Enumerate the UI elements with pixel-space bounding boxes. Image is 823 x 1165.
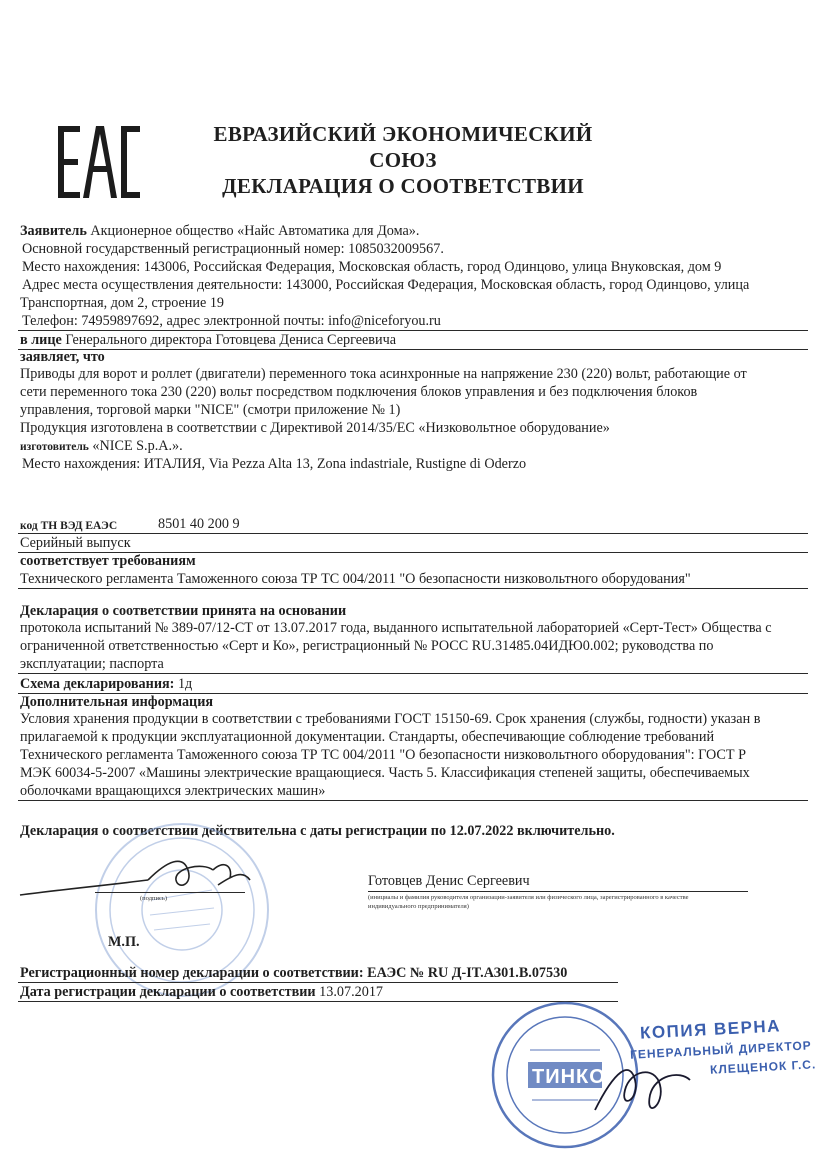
- copy-stamp-line-3: КЛЕЩЕНОК Г.С.: [709, 1057, 817, 1077]
- additional-line-5: оболочками вращающихся электрических машин»: [20, 783, 326, 799]
- conforms-text: Технического регламента Таможенного союза ТР ТС 004/2011 "О безопасности низковольтного оборудования": [20, 571, 691, 587]
- name-caption-2: индивидуального предпринимателя): [368, 903, 469, 910]
- maker-label: изготовитель: [20, 441, 89, 453]
- rule: [18, 349, 808, 350]
- basis-label: Декларация о соответствии принята на основании: [20, 603, 347, 619]
- registration-date: 13.07.2017: [319, 984, 384, 1000]
- applicant-line: [20, 223, 419, 240]
- scheme-line: [20, 676, 192, 693]
- rule: [18, 673, 808, 674]
- director-signature-icon: [585, 1050, 705, 1130]
- applicant-location: Место нахождения: 143006, Российская Федерация, Московская область, город Одинцово, улица Внуковская, дом 9: [22, 259, 722, 275]
- applicant-reg: Основной государственный регистрационный номер: 1085032009567.: [22, 241, 444, 257]
- declares-line-3: управления, торговой марки "NICE" (смотри приложение № 1): [20, 402, 401, 418]
- scheme-value: 1д: [177, 676, 193, 692]
- applicant-label: Заявитель: [20, 223, 87, 239]
- rule: [18, 330, 808, 331]
- eac-logo: [58, 126, 140, 198]
- additional-line-4: МЭК 60034-5-2007 «Машины электрические вращающиеся. Часть 5. Классификация степеней защиты, обеспечиваемых: [20, 765, 750, 781]
- registration-number-line: [20, 965, 567, 982]
- maker-location: Место нахождения: ИТАЛИЯ, Via Pezza Alta 13, Zona indastriale, Rustigne di Oderzo: [22, 456, 527, 472]
- basis-line-3: эксплуатации; паспорта: [20, 656, 164, 672]
- sign-caption: (подпись): [140, 895, 167, 902]
- mp-label: М.П.: [108, 934, 140, 950]
- registration-number-label: Регистрационный номер декларации о соответствии:: [20, 965, 364, 981]
- additional-line-1: Условия хранения продукции в соответствии с требованиями ГОСТ 15150-69. Срок хранения (службы, годности) указан в: [20, 711, 761, 727]
- signer-name: Готовцев Денис Сергеевич: [368, 873, 530, 889]
- applicant-name: Акционерное общество «Найс Автоматика для Дома».: [90, 223, 420, 239]
- title-line3: ДЕКЛАРАЦИЯ О СООТВЕТСТВИИ: [222, 174, 584, 198]
- validity-text: Декларация о соответствии действительна с даты регистрации по 12.07.2022 включительно.: [20, 823, 615, 839]
- registration-date-label: Дата регистрации декларации о соответствии: [20, 984, 316, 1000]
- copy-stamp-line-2: ГЕНЕРАЛЬНЫЙ ДИРЕКТОР: [629, 1038, 813, 1062]
- declares-line-1: Приводы для ворот и роллет (двигатели) переменного тока асинхронные на напряжение 230 (220) вольт, работающие от: [20, 366, 747, 382]
- applicant-activity-1: Адрес места осуществления деятельности: 143000, Российская Федерация, Московская область, город Одинцово, улица: [22, 277, 750, 293]
- rule: [18, 533, 808, 534]
- rule: [18, 800, 808, 801]
- registration-number: ЕАЭС № RU Д-IT.АЗ01.В.07530: [367, 965, 568, 981]
- title-line1: ЕВРАЗИЙСКИЙ ЭКОНОМИЧЕСКИЙ: [213, 122, 593, 146]
- seal-brand: ТИНКО: [532, 1066, 606, 1088]
- additional-label: Дополнительная информация: [20, 694, 214, 710]
- declares-line-2: сети переменного тока 230 (220) вольт посредством подключения блоков управления и без подключения блоков: [20, 384, 698, 400]
- additional-line-3: Технического регламента Таможенного союза ТР ТС 004/2011 "О безопасности низковольтного оборудования": ГОСТ Р: [20, 747, 746, 763]
- title-line2: СОЮЗ: [369, 148, 437, 172]
- conforms-label: соответствует требованиям: [20, 553, 196, 569]
- serial-label: Серийный выпуск: [20, 535, 131, 551]
- person-label: в лице: [20, 332, 62, 348]
- maker-name: «NICE S.p.A.».: [92, 438, 183, 454]
- basis-line-1: протокола испытаний № 389-07/12-СТ от 13.07.2017 года, выданного испытательной лабораторией «Серт-Тест» Общества с: [20, 620, 772, 636]
- applicant-phone: Телефон: 74959897692, адрес электронной почты: info@niceforyou.ru: [22, 313, 441, 329]
- declares-label: заявляет, что: [20, 349, 105, 365]
- basis-line-2: ограниченной ответственностью «Серт и Ко», регистрационный № РОСС RU.31485.04ИДЮ0.002; руководства по: [20, 638, 714, 654]
- rule: [18, 588, 808, 589]
- additional-line-2: прилагаемой к продукции эксплуатационной документации. Стандарты, обеспечивающие соблюдение требований: [20, 729, 715, 745]
- declares-line-4: Продукция изготовлена в соответствии с Директивой 2014/35/ЕС «Низковольтное оборудование»: [20, 420, 610, 436]
- rule: [18, 982, 618, 983]
- sign-line: [95, 892, 245, 893]
- maker-line: [20, 438, 183, 455]
- copy-stamp-line-1: КОПИЯ ВЕРНА: [639, 1016, 782, 1043]
- name-caption-1: (инициалы и фамилия руководителя организации-заявителя или физического лица, зарегистрированного в качестве: [368, 894, 689, 901]
- registration-date-line: [20, 984, 383, 1001]
- person-line: [20, 332, 396, 349]
- applicant-activity-2: Транспортная, дом 2, строение 19: [20, 295, 225, 311]
- person-name: Генерального директора Готовцева Дениса Сергеевича: [65, 332, 397, 348]
- scheme-label: Схема декларирования:: [20, 676, 175, 692]
- code-label: код ТН ВЭД ЕАЭС: [20, 520, 118, 532]
- name-line: [368, 891, 748, 892]
- code-value: 8501 40 200 9: [158, 516, 240, 532]
